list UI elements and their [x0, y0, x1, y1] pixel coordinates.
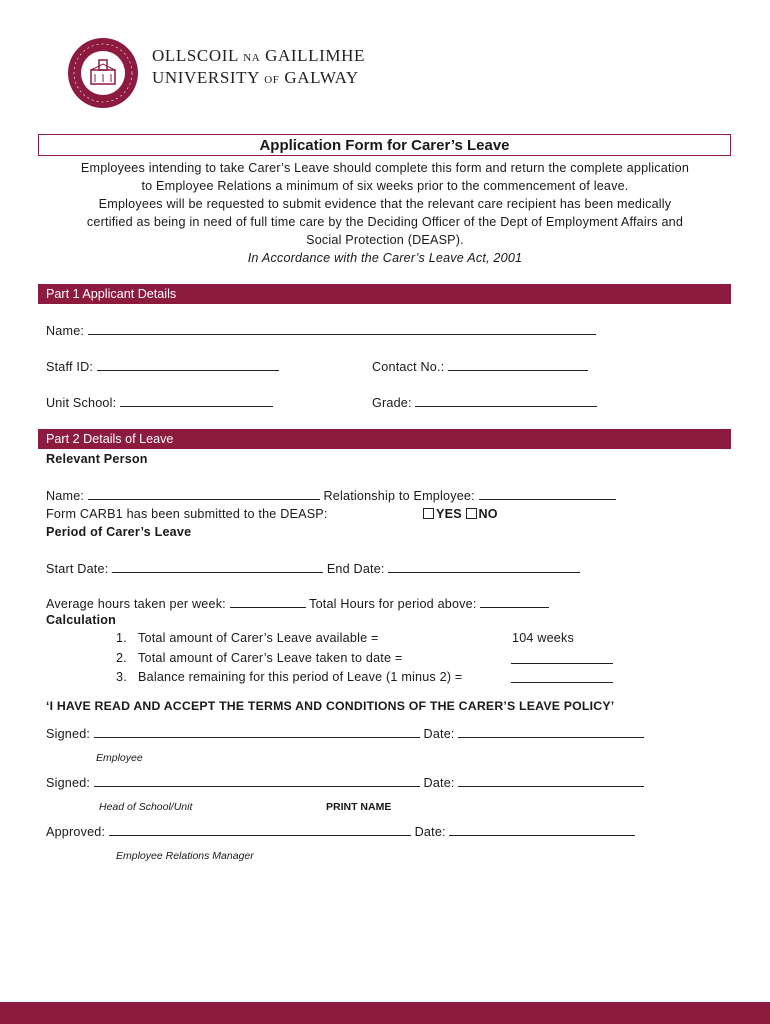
carb1-options: YES NO	[423, 507, 498, 521]
employee-signature-field[interactable]	[94, 726, 420, 738]
head-signature-row: Signed: Date:	[46, 775, 644, 790]
head-date-field[interactable]	[458, 775, 644, 787]
calculation-heading: Calculation	[46, 613, 117, 627]
approval-row: Approved: Date:	[46, 824, 635, 839]
period-heading: Period of Carer’s Leave	[46, 525, 192, 539]
approval-date-field[interactable]	[449, 824, 635, 836]
er-manager-caption: Employee Relations Manager	[116, 850, 254, 862]
intro-text: Employees intending to take Carer’s Leave should complete this form and return the complete application to Employee Relations a minimum of six weeks prior to the commencement of leave. Employees will be requested to submit evidence that the relevant care recipient has been medically certified as being in need of full time care by the Deciding Officer of the Dept of Employment Affairs and Social Protection (DEASP). In Accordance with the Carer’s Leave Act, 2001	[80, 161, 690, 265]
university-name-irish: OLLSCOIL NA GAILLIMHE	[152, 46, 365, 65]
print-name-caption: PRINT NAME	[326, 801, 392, 813]
university-seal-logo	[66, 36, 140, 110]
unit-school-row: Unit School:	[46, 395, 273, 410]
staff-id-row: Staff ID:	[46, 359, 279, 374]
unit-school-field[interactable]	[120, 395, 273, 407]
calc-value-field[interactable]	[511, 651, 613, 669]
grade-field[interactable]	[415, 395, 597, 407]
calc-item: 2. Total amount of Carer’s Leave taken to date =	[116, 651, 403, 665]
dates-row: Start Date: End Date:	[46, 561, 580, 576]
contact-row: Contact No.:	[372, 359, 588, 374]
applicant-name-field[interactable]	[88, 323, 596, 335]
form-title: Application Form for Carer’s Leave	[38, 134, 731, 156]
total-hours-field[interactable]	[480, 596, 549, 608]
grade-row: Grade:	[372, 395, 597, 410]
calc-item: 3. Balance remaining for this period of Leave (1 minus 2) =	[116, 670, 463, 684]
head-caption: Head of School/Unit	[99, 801, 193, 813]
avg-hours-field[interactable]	[230, 596, 306, 608]
part1-heading: Part 1 Applicant Details	[38, 284, 731, 304]
head-signature-field[interactable]	[94, 775, 420, 787]
employee-signature-row: Signed: Date:	[46, 726, 644, 741]
yes-checkbox[interactable]	[423, 508, 434, 519]
staff-id-field[interactable]	[97, 359, 279, 371]
relevant-name-field[interactable]	[88, 488, 320, 500]
hours-row: Average hours taken per week: Total Hours for period above:	[46, 596, 549, 611]
calc-item: 1. Total amount of Carer’s Leave available =	[116, 631, 379, 645]
calc-value: 104 weeks	[512, 631, 575, 645]
applicant-name-row: Name:	[46, 323, 596, 338]
relevant-person-heading: Relevant Person	[46, 452, 148, 466]
contact-field[interactable]	[448, 359, 588, 371]
no-checkbox[interactable]	[466, 508, 477, 519]
part2-heading: Part 2 Details of Leave	[38, 429, 731, 449]
employee-caption: Employee	[96, 752, 143, 764]
end-date-field[interactable]	[388, 561, 580, 573]
university-name-english: UNIVERSITY OF GALWAY	[152, 68, 359, 87]
calc-value-field[interactable]	[511, 670, 613, 688]
relationship-field[interactable]	[479, 488, 616, 500]
carb1-row: Form CARB1 has been submitted to the DEASP:	[46, 507, 328, 521]
start-date-field[interactable]	[112, 561, 323, 573]
employee-date-field[interactable]	[458, 726, 644, 738]
declaration-statement: ‘I HAVE READ AND ACCEPT THE TERMS AND CONDITIONS OF THE CARER’S LEAVE POLICY’	[46, 699, 615, 713]
relevant-name-row: Name: Relationship to Employee:	[46, 488, 616, 503]
approval-signature-field[interactable]	[109, 824, 411, 836]
footer-bar	[0, 1002, 770, 1024]
